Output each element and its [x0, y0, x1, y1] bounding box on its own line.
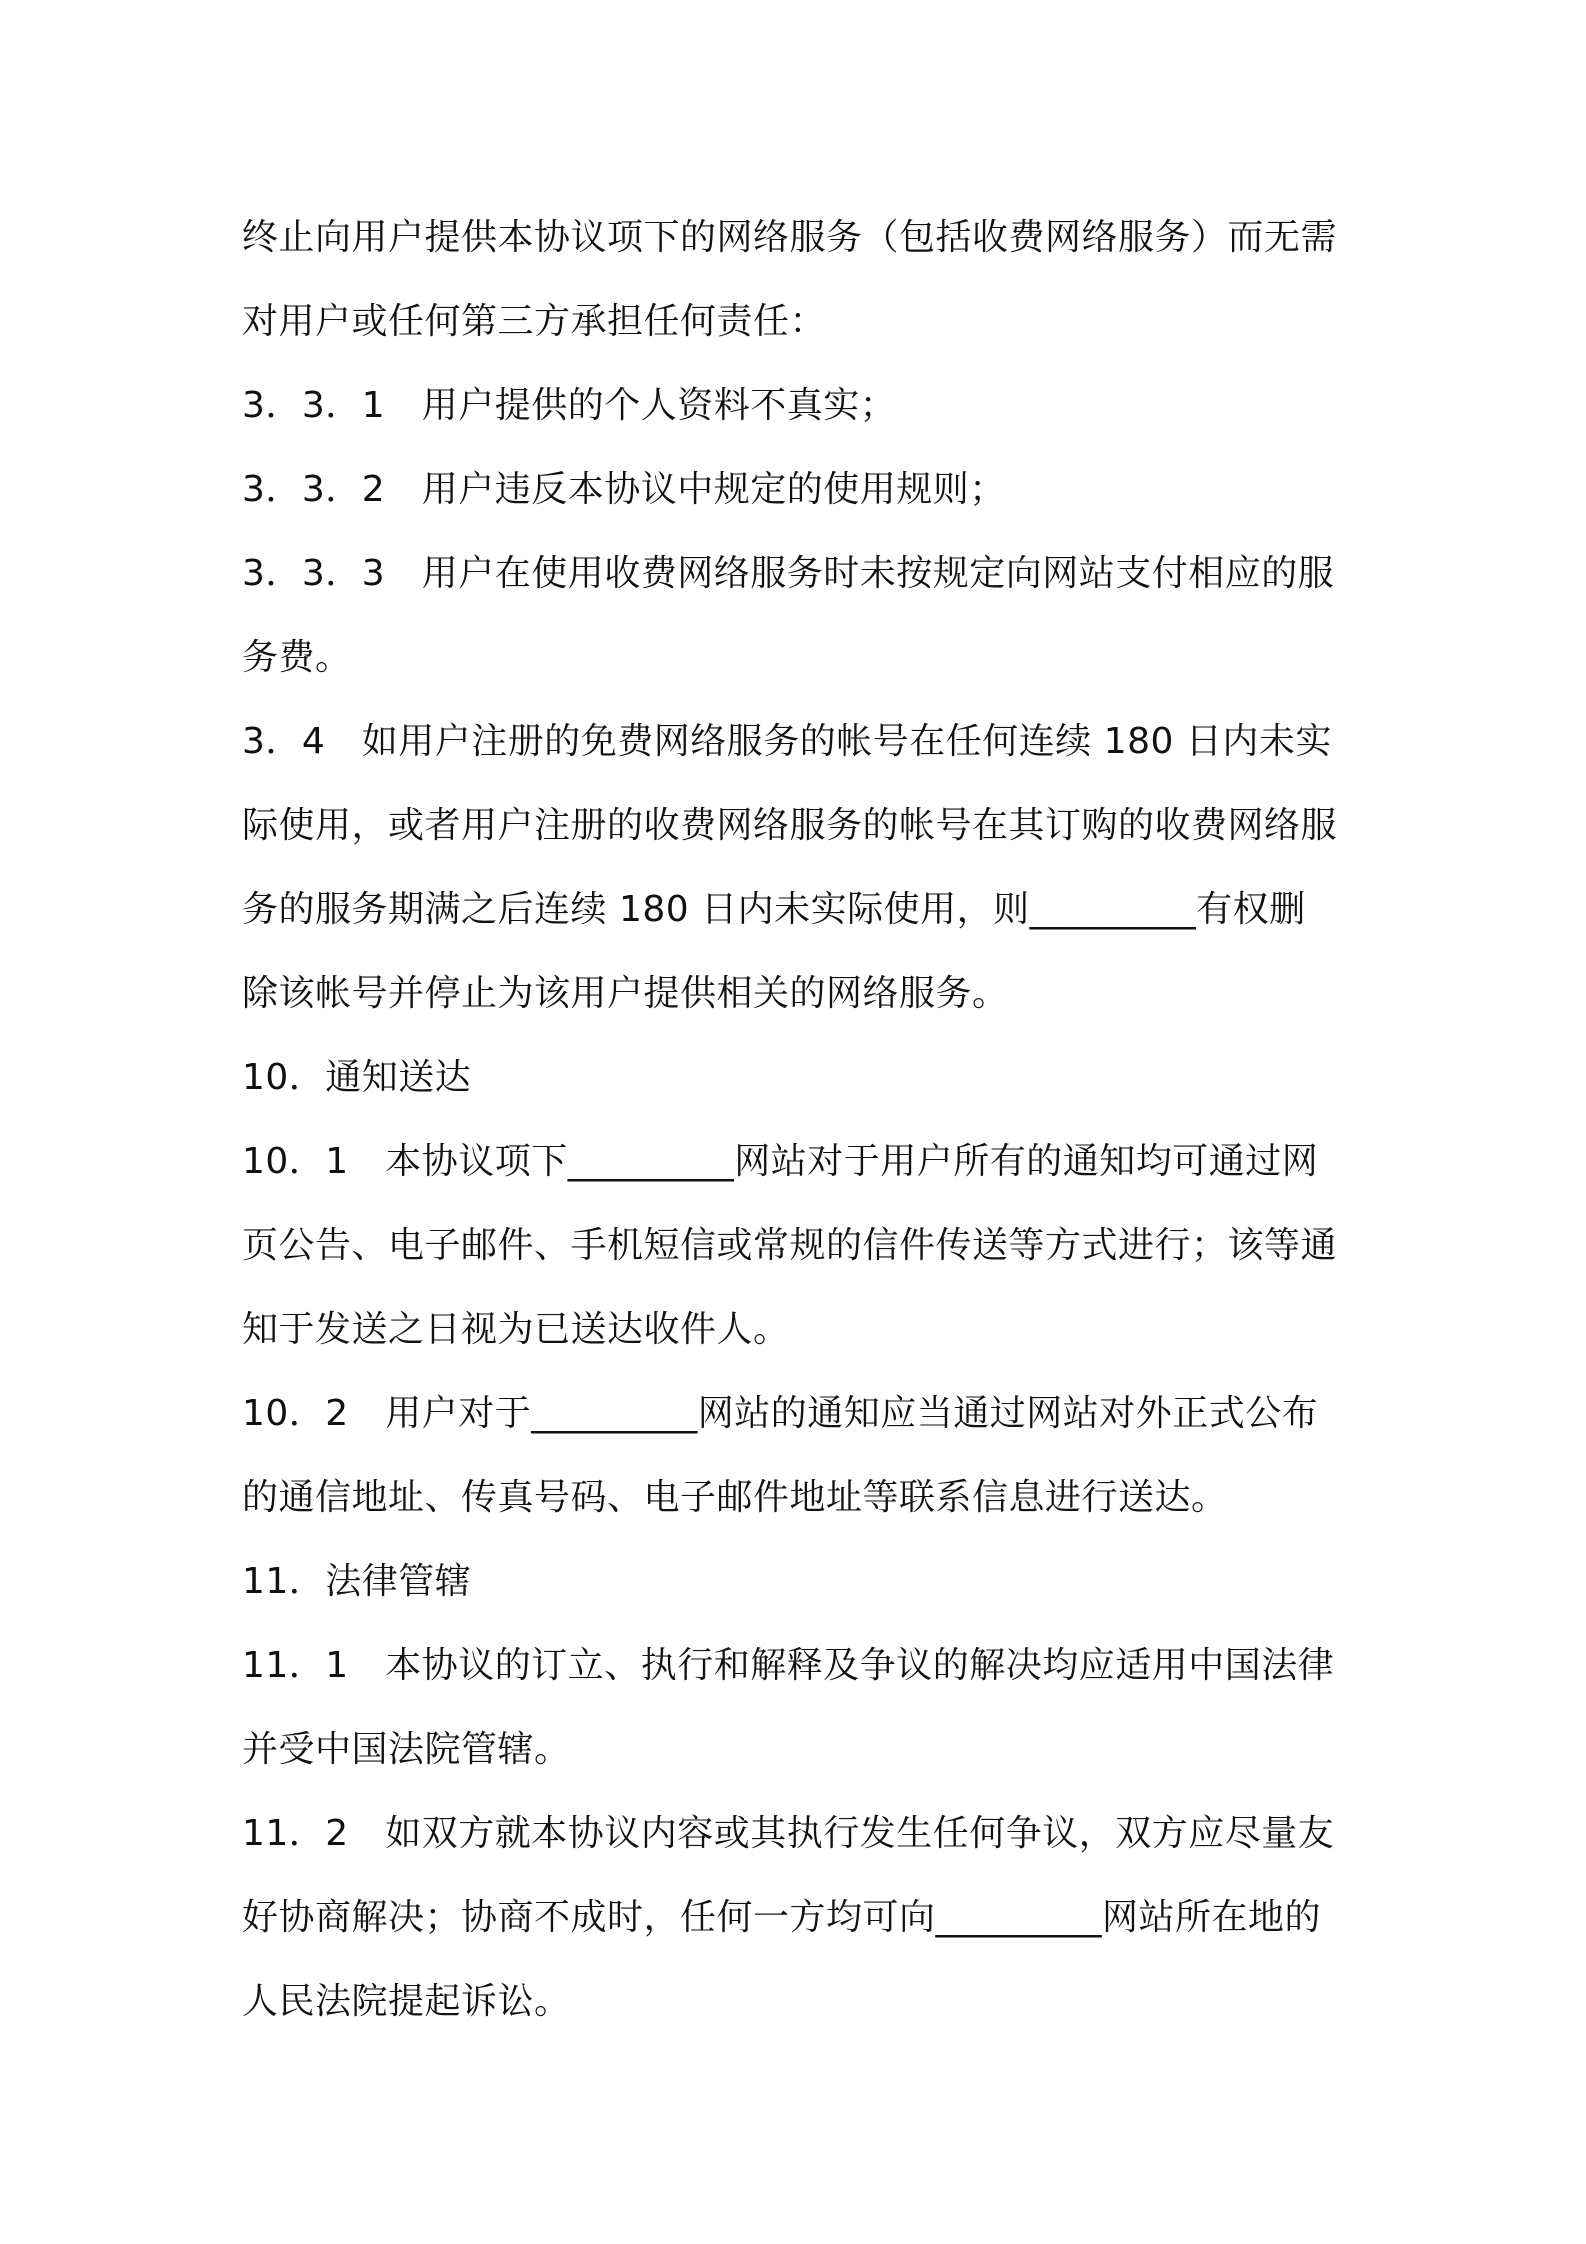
clause-10-2: 10．2 用户对于_________网站的通知应当通过网站对外正式公布 [242, 1393, 1319, 1434]
document-body [242, 196, 1362, 2044]
text-line: 并受中国法院管辖。 [242, 1729, 571, 1770]
section-heading-11: 11．法律管辖 [242, 1561, 472, 1602]
clause-3-3-3: 3．3．3 用户在使用收费网络服务时未按规定向网站支付相应的服 [242, 553, 1335, 594]
text-line: 务费。 [242, 637, 352, 678]
text-line: 知于发送之日视为已送达收件人。 [242, 1309, 790, 1350]
text-line: 人民法院提起诉讼。 [242, 1981, 571, 2022]
clause-11-1: 11．1 本协议的订立、执行和解释及争议的解决均应适用中国法律 [242, 1645, 1335, 1686]
clause-3-3-1: 3．3．1 用户提供的个人资料不真实； [242, 385, 897, 426]
clause-3-3-2: 3．3．2 用户违反本协议中规定的使用规则； [242, 469, 1006, 510]
clause-3-4: 3．4 如用户注册的免费网络服务的帐号在任何连续 180 日内未实 [242, 721, 1332, 762]
clause-11-2: 11．2 如双方就本协议内容或其执行发生任何争议，双方应尽量友 [242, 1813, 1335, 1854]
text-line: 的通信地址、传真号码、电子邮件地址等联系信息进行送达。 [242, 1477, 1228, 1518]
text-line: 务的服务期满之后连续 180 日内未实际使用，则_________有权删 [242, 889, 1306, 930]
clause-10-1: 10．1 本协议项下_________网站对于用户所有的通知均可通过网 [242, 1141, 1319, 1182]
text-line: 好协商解决；协商不成时，任何一方均可向_________网站所在地的 [242, 1897, 1322, 1938]
section-heading-10: 10．通知送达 [242, 1057, 472, 1098]
text-line: 对用户或任何第三方承担任何责任： [242, 301, 827, 342]
text-line: 终止向用户提供本协议项下的网络服务（包括收费网络服务）而无需 [242, 217, 1338, 258]
text-line: 除该帐号并停止为该用户提供相关的网络服务。 [242, 973, 1009, 1014]
text-line: 际使用，或者用户注册的收费网络服务的帐号在其订购的收费网络服 [242, 805, 1338, 846]
text-line: 页公告、电子邮件、手机短信或常规的信件传送等方式进行；该等通 [242, 1225, 1338, 1266]
